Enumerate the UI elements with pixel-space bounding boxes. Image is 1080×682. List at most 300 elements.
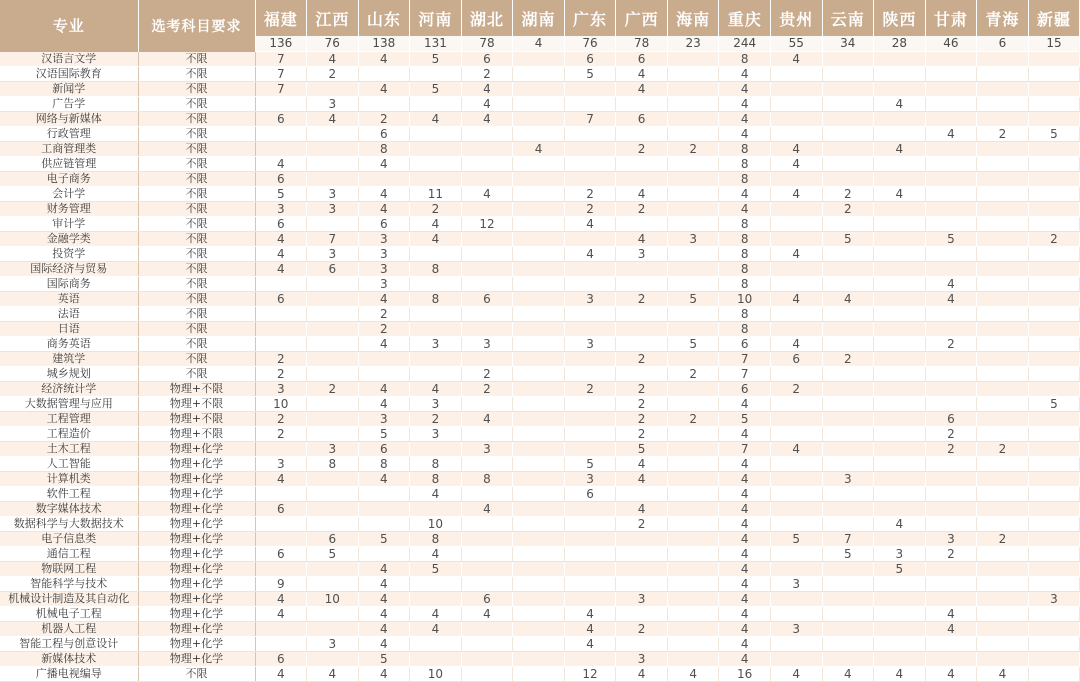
quota-cell: 4 [410,382,462,397]
quota-cell: 2 [358,322,410,337]
quota-cell [564,172,616,187]
quota-cell [977,142,1029,157]
quota-cell: 5 [874,562,926,577]
table-row [0,67,1080,82]
quota-cell: 4 [255,472,307,487]
quota-cell [410,142,462,157]
quota-cell [513,472,565,487]
quota-cell [461,352,513,367]
quota-cell [925,382,977,397]
quota-cell: 2 [564,382,616,397]
quota-cell [513,547,565,562]
quota-cell [822,427,874,442]
quota-cell [977,292,1029,307]
quota-cell [667,502,719,517]
quota-cell [564,142,616,157]
subject-requirement-cell: 不限 [138,322,255,337]
quota-cell [513,67,565,82]
quota-cell [667,52,719,67]
quota-cell: 2 [667,412,719,427]
quota-cell [925,397,977,412]
quota-cell: 11 [410,187,462,202]
quota-cell: 6 [719,337,771,352]
quota-cell: 6 [358,217,410,232]
quota-cell [977,547,1029,562]
quota-cell [977,52,1029,67]
quota-cell: 8 [410,457,462,472]
table-row [0,442,1080,457]
quota-cell: 4 [770,247,822,262]
quota-cell: 2 [977,532,1029,547]
major-name-cell: 国际经济与贸易 [0,262,138,277]
quota-cell [307,307,359,322]
quota-cell: 4 [925,622,977,637]
quota-cell [925,652,977,667]
quota-cell [874,427,926,442]
quota-cell [822,487,874,502]
subject-requirement-cell: 不限 [138,67,255,82]
quota-cell: 4 [719,397,771,412]
quota-cell [770,592,822,607]
quota-cell [822,397,874,412]
quota-cell: 4 [770,52,822,67]
quota-cell [410,367,462,382]
subject-requirement-cell: 物理+化学 [138,472,255,487]
quota-cell [255,322,307,337]
quota-cell [874,442,926,457]
quota-cell [513,352,565,367]
quota-cell [1028,622,1080,637]
quota-cell: 2 [307,67,359,82]
quota-cell [564,307,616,322]
quota-cell: 3 [255,382,307,397]
quota-cell: 2 [255,427,307,442]
quota-cell [410,157,462,172]
quota-cell: 2 [616,412,668,427]
major-name-cell: 行政管理 [0,127,138,142]
table-row [0,292,1080,307]
quota-cell: 3 [770,577,822,592]
quota-cell: 4 [616,472,668,487]
quota-cell: 4 [461,187,513,202]
quota-cell [564,412,616,427]
quota-cell [513,502,565,517]
quota-cell: 4 [719,67,771,82]
quota-cell [255,337,307,352]
quota-cell [925,142,977,157]
major-name-cell: 通信工程 [0,547,138,562]
quota-cell: 4 [358,562,410,577]
quota-cell [822,52,874,67]
subject-requirement-cell: 不限 [138,172,255,187]
quota-cell [255,637,307,652]
subject-requirement-cell: 不限 [138,247,255,262]
quota-cell: 4 [564,217,616,232]
quota-cell [667,112,719,127]
quota-cell: 4 [564,607,616,622]
quota-cell: 8 [719,247,771,262]
quota-cell [770,367,822,382]
quota-cell: 10 [719,292,771,307]
table-row [0,427,1080,442]
quota-cell [410,322,462,337]
quota-cell: 6 [255,112,307,127]
quota-cell: 4 [719,127,771,142]
quota-cell [513,562,565,577]
major-name-cell: 电子商务 [0,172,138,187]
quota-cell: 2 [410,412,462,427]
province-total: 76 [564,36,616,52]
quota-cell [410,67,462,82]
province-total: 244 [719,36,771,52]
quota-cell: 4 [461,502,513,517]
quota-cell [461,547,513,562]
major-name-cell: 物联网工程 [0,562,138,577]
quota-cell [822,142,874,157]
quota-cell [925,322,977,337]
quota-cell [513,217,565,232]
quota-cell: 4 [358,202,410,217]
quota-cell: 6 [255,502,307,517]
quota-cell: 6 [255,217,307,232]
quota-cell [667,217,719,232]
table-row [0,307,1080,322]
quota-cell [564,547,616,562]
quota-cell [461,562,513,577]
quota-cell [513,97,565,112]
quota-cell [307,157,359,172]
quota-cell [822,517,874,532]
quota-cell: 4 [719,562,771,577]
quota-cell [925,262,977,277]
quota-cell: 5 [307,547,359,562]
quota-cell: 4 [667,667,719,682]
quota-cell: 3 [358,247,410,262]
quota-cell [410,277,462,292]
quota-cell [667,82,719,97]
province-header: 陕西 [874,0,926,36]
quota-cell [410,172,462,187]
quota-cell [977,517,1029,532]
quota-cell [770,322,822,337]
quota-cell [461,232,513,247]
quota-cell [977,397,1029,412]
quota-cell: 9 [255,577,307,592]
quota-cell: 7 [719,367,771,382]
quota-cell [874,622,926,637]
province-header: 广东 [564,0,616,36]
quota-cell [564,502,616,517]
quota-cell [307,487,359,502]
quota-cell [1028,82,1080,97]
quota-cell [1028,172,1080,187]
quota-cell: 4 [616,232,668,247]
quota-cell: 8 [719,322,771,337]
quota-cell: 10 [410,517,462,532]
quota-cell [513,412,565,427]
table-row [0,352,1080,367]
quota-cell [667,157,719,172]
major-name-cell: 投资学 [0,247,138,262]
quota-cell [770,67,822,82]
quota-cell [1028,337,1080,352]
quota-cell [667,577,719,592]
quota-cell [977,187,1029,202]
quota-cell: 4 [770,337,822,352]
quota-cell [358,517,410,532]
quota-cell: 5 [410,562,462,577]
quota-cell [925,82,977,97]
table-row [0,667,1080,682]
quota-cell: 4 [719,577,771,592]
quota-cell [925,457,977,472]
quota-cell [770,487,822,502]
quota-cell [667,382,719,397]
quota-cell [874,322,926,337]
quota-cell: 6 [719,382,771,397]
quota-cell [616,172,668,187]
table-row [0,622,1080,637]
quota-cell [1028,277,1080,292]
quota-cell: 8 [719,172,771,187]
major-name-cell: 机器人工程 [0,622,138,637]
quota-cell [667,562,719,577]
quota-cell: 8 [719,232,771,247]
quota-cell: 4 [874,517,926,532]
province-total: 28 [874,36,926,52]
quota-cell [616,307,668,322]
quota-cell: 3 [307,187,359,202]
quota-cell: 2 [822,352,874,367]
quota-cell [564,277,616,292]
quota-cell [513,652,565,667]
quota-cell [410,637,462,652]
table-row [0,472,1080,487]
quota-cell: 4 [925,127,977,142]
quota-cell [358,367,410,382]
quota-cell [822,127,874,142]
quota-cell [770,82,822,97]
quota-cell [822,67,874,82]
quota-cell [513,202,565,217]
quota-cell [822,442,874,457]
quota-cell [461,157,513,172]
quota-cell [925,592,977,607]
quota-cell [461,667,513,682]
quota-cell: 12 [461,217,513,232]
quota-cell [770,397,822,412]
quota-cell [667,637,719,652]
quota-cell: 5 [667,337,719,352]
quota-cell [513,292,565,307]
quota-cell: 5 [410,82,462,97]
quota-cell [977,427,1029,442]
quota-cell: 4 [410,232,462,247]
quota-cell [977,622,1029,637]
quota-cell [822,322,874,337]
table-row [0,532,1080,547]
quota-cell [1028,247,1080,262]
quota-cell: 2 [925,337,977,352]
quota-cell: 5 [822,232,874,247]
quota-cell: 3 [616,247,668,262]
subject-requirement-cell: 物理+化学 [138,622,255,637]
major-name-cell: 软件工程 [0,487,138,502]
quota-cell: 4 [770,442,822,457]
quota-cell [1028,367,1080,382]
major-name-cell: 工商管理类 [0,142,138,157]
quota-cell: 8 [719,277,771,292]
quota-cell: 3 [410,427,462,442]
quota-cell: 4 [874,142,926,157]
quota-cell [410,592,462,607]
quota-cell [822,277,874,292]
quota-cell: 4 [358,472,410,487]
quota-cell [977,157,1029,172]
quota-cell [255,442,307,457]
quota-cell: 4 [358,577,410,592]
quota-cell [770,172,822,187]
quota-cell [255,277,307,292]
quota-cell [667,607,719,622]
quota-cell [307,172,359,187]
quota-cell: 4 [358,157,410,172]
quota-cell [822,652,874,667]
subject-requirement-cell: 物理+不限 [138,382,255,397]
province-total: 138 [358,36,410,52]
quota-cell: 3 [564,337,616,352]
quota-cell [564,262,616,277]
quota-cell [925,487,977,502]
quota-cell: 4 [410,547,462,562]
quota-cell [822,367,874,382]
quota-cell: 4 [255,607,307,622]
quota-cell: 6 [616,112,668,127]
quota-cell [461,637,513,652]
major-name-cell: 法语 [0,307,138,322]
quota-cell [410,577,462,592]
quota-cell: 7 [719,442,771,457]
quota-cell: 2 [255,352,307,367]
quota-cell: 4 [564,247,616,262]
quota-cell [925,562,977,577]
quota-cell [874,307,926,322]
quota-cell [667,472,719,487]
quota-cell [925,307,977,322]
quota-cell [977,592,1029,607]
quota-cell [1028,472,1080,487]
quota-cell: 4 [410,607,462,622]
quota-cell [977,457,1029,472]
major-name-cell: 经济统计学 [0,382,138,397]
quota-cell: 2 [616,427,668,442]
table-row [0,412,1080,427]
quota-cell: 3 [358,277,410,292]
province-total: 131 [410,36,462,52]
quota-cell [925,637,977,652]
quota-cell: 4 [255,667,307,682]
quota-cell [874,637,926,652]
subject-requirement-cell: 物理+化学 [138,487,255,502]
table-row [0,247,1080,262]
quota-cell [977,307,1029,322]
quota-cell [925,517,977,532]
quota-cell: 2 [255,367,307,382]
quota-cell: 3 [461,442,513,457]
quota-cell [461,652,513,667]
quota-cell [307,622,359,637]
subject-requirement-column-header: 选考科目要求 [138,0,255,52]
quota-cell: 5 [255,187,307,202]
major-name-cell: 英语 [0,292,138,307]
quota-cell: 8 [307,457,359,472]
quota-cell [925,97,977,112]
quota-cell [874,217,926,232]
table-row [0,232,1080,247]
quota-cell: 4 [719,607,771,622]
quota-cell: 4 [616,502,668,517]
quota-cell [977,577,1029,592]
quota-cell: 2 [616,382,668,397]
subject-requirement-cell: 不限 [138,202,255,217]
quota-cell [822,82,874,97]
quota-cell [925,367,977,382]
quota-cell: 4 [719,187,771,202]
quota-cell [770,472,822,487]
quota-cell: 3 [822,472,874,487]
subject-requirement-cell: 不限 [138,112,255,127]
quota-cell [461,172,513,187]
quota-cell: 7 [307,232,359,247]
subject-requirement-cell: 物理+化学 [138,517,255,532]
quota-cell [564,532,616,547]
quota-cell [513,112,565,127]
quota-cell [925,112,977,127]
quota-cell [977,607,1029,622]
quota-cell [667,307,719,322]
subject-requirement-cell: 不限 [138,142,255,157]
quota-cell [822,307,874,322]
quota-cell [616,562,668,577]
quota-cell: 6 [307,262,359,277]
quota-cell: 2 [410,202,462,217]
quota-cell: 4 [358,667,410,682]
quota-cell: 6 [358,127,410,142]
quota-cell [977,337,1029,352]
quota-cell [667,202,719,217]
major-name-cell: 土木工程 [0,442,138,457]
quota-cell: 4 [719,112,771,127]
quota-cell [358,352,410,367]
quota-cell [616,577,668,592]
quota-cell: 3 [874,547,926,562]
quota-cell [1028,412,1080,427]
quota-cell [822,622,874,637]
quota-cell: 3 [667,232,719,247]
quota-cell: 5 [925,232,977,247]
subject-requirement-cell: 物理+化学 [138,592,255,607]
quota-cell: 8 [719,142,771,157]
quota-cell [513,457,565,472]
quota-cell: 4 [358,397,410,412]
quota-cell [564,652,616,667]
quota-cell [461,202,513,217]
table-row [0,562,1080,577]
quota-cell [667,397,719,412]
subject-requirement-cell: 物理+化学 [138,442,255,457]
quota-cell: 4 [410,112,462,127]
major-name-cell: 人工智能 [0,457,138,472]
